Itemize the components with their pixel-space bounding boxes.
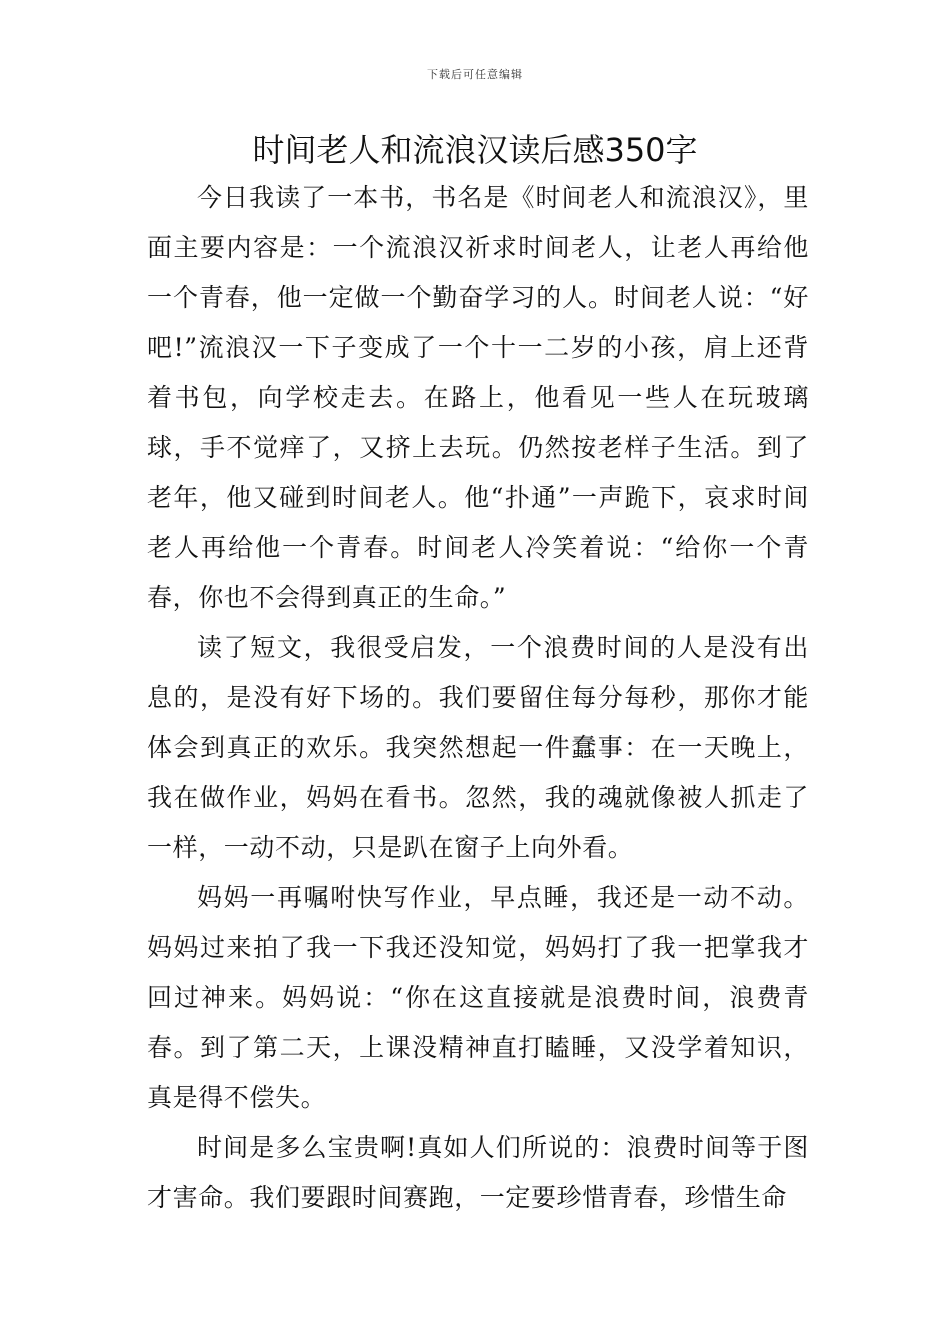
paragraph-3: 妈妈一再嘱咐快写作业，早点睡，我还是一动不动。妈妈过来拍了我一下我还没知觉，妈妈打了我一把掌我才回过神来。妈妈说：“你在这直接就是浪费时间，浪费青春。到了第二天，上课没精神直打瞌睡，又没学着知识，真是得不偿失。 bbox=[147, 883, 809, 1112]
document-body bbox=[147, 173, 809, 1223]
paragraph-2: 读了短文，我很受启发，一个浪费时间的人是没有出息的，是没有好下场的。我们要留住每分每秒，那你才能体会到真正的欢乐。我突然想起一件蠢事：在一天晚上，我在做作业，妈妈在看书。忽然，我的魂就像被人抓走了一样，一动不动，只是趴在窗子上向外看。 bbox=[147, 633, 809, 862]
document-title: 时间老人和流浪汉读后感350字 bbox=[252, 131, 698, 169]
header-note: 下载后可任意编辑 bbox=[427, 68, 523, 81]
paragraph-4: 时间是多么宝贵啊!真如人们所说的：浪费时间等于图才害命。我们要跟时间赛跑，一定要珍惜青春，珍惜生命 bbox=[147, 1133, 809, 1212]
paragraph-1: 今日我读了一本书，书名是《时间老人和流浪汉》，里面主要内容是：一个流浪汉祈求时间老人，让老人再给他一个青春，他一定做一个勤奋学习的人。时间老人说：“好吧!”流浪汉一下子变成了一个十一二岁的小孩，肩上还背着书包，向学校走去。在路上，他看见一些人在玩玻璃球，手不觉痒了，又挤上去玩。仍然按老样子生活。到了老年，他又碰到时间老人。他“扑通”一声跪下，哀求时间老人再给他一个青春。时间老人冷笑着说：“给你一个青春，你也不会得到真正的生命。” bbox=[147, 183, 809, 612]
